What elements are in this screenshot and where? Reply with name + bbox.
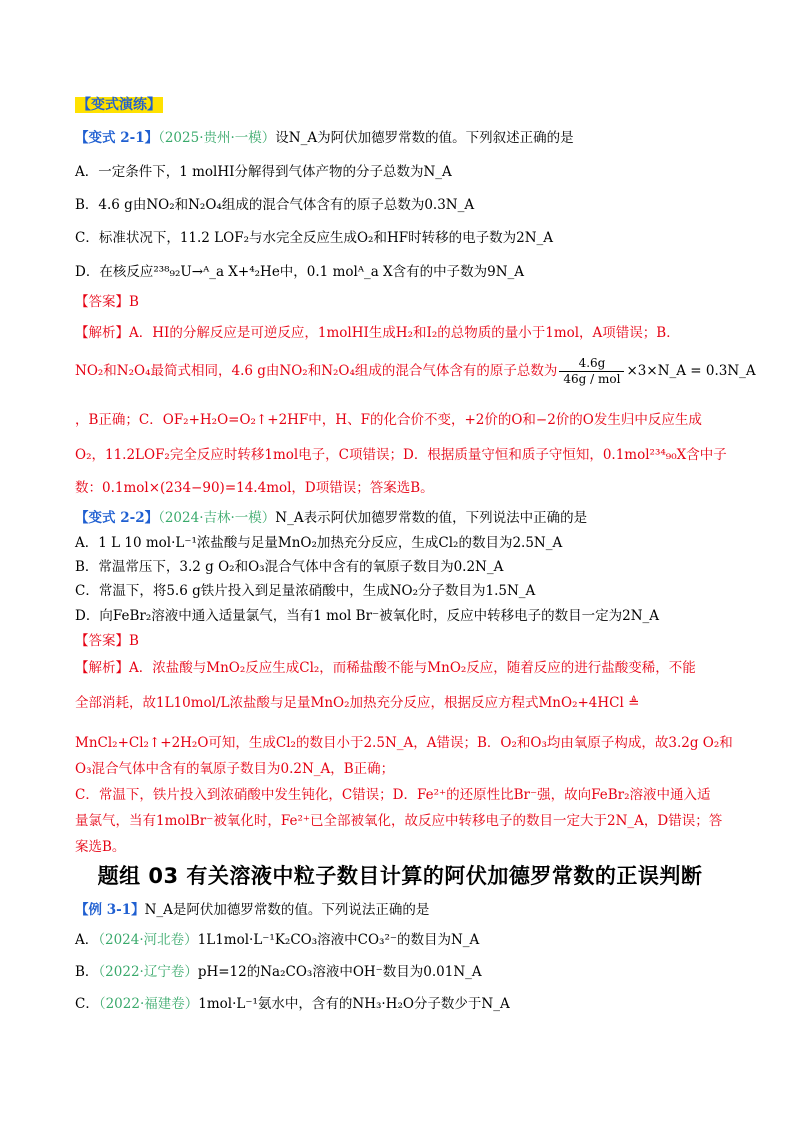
question-2-2-explanation-7: 案选B。 <box>75 839 126 855</box>
question-2-2-stem: 【变式 2-2】（2024·吉林·一模）N_A表示阿伏加德罗常数的值，下列说法中正确的是 <box>75 510 588 526</box>
example-3-1-option-c: C．（2022·福建卷）1mol·L⁻¹氨水中，含有的NH₃·H₂O分子数少于N_A <box>75 996 510 1012</box>
question-2-1-explanation-2: NO₂和N₂O₄最简式相同，4.6 g由NO₂和N₂O₄组成的混合气体含有的原子总数为 4.6g 46g / mol ×3×N_A = 0.3N_A <box>75 356 756 386</box>
question-2-1-option-c: C．标准状况下，11.2 LOF₂与水完全反应生成O₂和HF时转移的电子数为2N_A <box>75 230 554 246</box>
question-2-2-option-a: A．1 L 10 mol·L⁻¹浓盐酸与足量MnO₂加热充分反应，生成Cl₂的数目为2.5N_A <box>75 535 563 551</box>
example-3-1-option-a: A．（2024·河北卷）1L1mol·L⁻¹K₂CO₃溶液中CO₃²⁻的数目为N_A <box>75 932 480 948</box>
question-2-2-explanation-2: 全部消耗，故1L10mol/L浓盐酸与足量MnO₂加热充分反应，根据反应方程式MnO₂+4HCl ≜ <box>75 695 640 711</box>
question-2-2-option-d: D．向FeBr₂溶液中通入适量氯气，当有1 mol Br⁻被氧化时，反应中转移电子的数目一定为2N_A <box>75 608 660 624</box>
question-2-1-explanation-5: 数：0.1mol×(234−90)=14.4mol，D项错误；答案选B。 <box>75 480 434 496</box>
question-2-2-explanation-4: O₃混合气体中含有的氧原子数目为0.2N_A，B正确； <box>75 761 395 777</box>
question-2-1-option-b: B．4.6 g由NO₂和N₂O₄组成的混合气体含有的原子总数为0.3N_A <box>75 197 475 213</box>
group-title: 题组 03 有关溶液中粒子数目计算的阿伏加德罗常数的正误判断 <box>97 864 703 888</box>
question-2-1-option-a: A．一定条件下，1 molHI分解得到气体产物的分子总数为N_A <box>75 164 452 180</box>
question-2-1-option-d: D．在核反应²³⁸₉₂U→ᴬ_a X+⁴₂He中，0.1 molᴬ_a X含有的中子数为9N_A <box>75 264 525 280</box>
question-2-1-explanation-4: O₂，11.2LOF₂完全反应时转移1mol电子，C项错误；D．根据质量守恒和质子守恒知，0.1mol²³⁴₉₀X含中子 <box>75 447 727 463</box>
section-heading: 【变式演练】 <box>77 97 161 113</box>
question-2-2-option-b: B．常温常压下，3.2 g O₂和O₃混合气体中含有的氧原子数目为0.2N_A <box>75 559 504 575</box>
question-2-1-stem: 【变式 2-1】（2025·贵州·一模）设N_A为阿伏加德罗常数的值。下列叙述正确的是 <box>75 130 574 146</box>
question-2-2-explanation-3: MnCl₂+Cl₂↑+2H₂O可知，生成Cl₂的数目小于2.5N_A，A错误；B．O₂和O₃均由氧原子构成，故3.2g O₂和 <box>75 735 733 751</box>
question-2-1-answer: 【答案】B <box>75 294 139 310</box>
example-3-1-option-b: B．（2022·辽宁卷）pH=12的Na₂CO₃溶液中OH⁻数目为0.01N_A <box>75 964 482 980</box>
example-3-1-stem: 【例 3-1】N_A是阿伏加德罗常数的值。下列说法正确的是 <box>75 902 430 918</box>
question-2-2-explanation-6: 量氯气，当有1molBr⁻被氧化时，Fe²⁺已全部被氧化，故反应中转移电子的数目一定大于2N_A，D错误；答 <box>75 813 723 829</box>
question-2-2-explanation-1: 【解析】A．浓盐酸与MnO₂反应生成Cl₂，而稀盐酸不能与MnO₂反应，随着反应的进行盐酸变稀，不能 <box>75 660 696 676</box>
question-2-1-explanation-3: ，B正确；C．OF₂+H₂O=O₂↑+2HF中，H、F的化合价不变，+2价的O和−2价的O发生归中反应生成 <box>75 412 702 428</box>
fraction: 4.6g 46g / mol <box>559 356 624 387</box>
question-2-2-answer: 【答案】B <box>75 633 139 649</box>
question-2-2-explanation-5: C．常温下，铁片投入到浓硝酸中发生钝化，C错误；D．Fe²⁺的还原性比Br⁻强，故向FeBr₂溶液中通入适 <box>75 787 711 803</box>
question-2-2-option-c: C．常温下，将5.6 g铁片投入到足量浓硝酸中，生成NO₂分子数目为1.5N_A <box>75 583 536 599</box>
question-2-1-explanation-1: 【解析】A．HI的分解反应是可逆反应，1molHI生成H₂和I₂的总物质的量小于1mol，A项错误；B． <box>75 325 680 341</box>
